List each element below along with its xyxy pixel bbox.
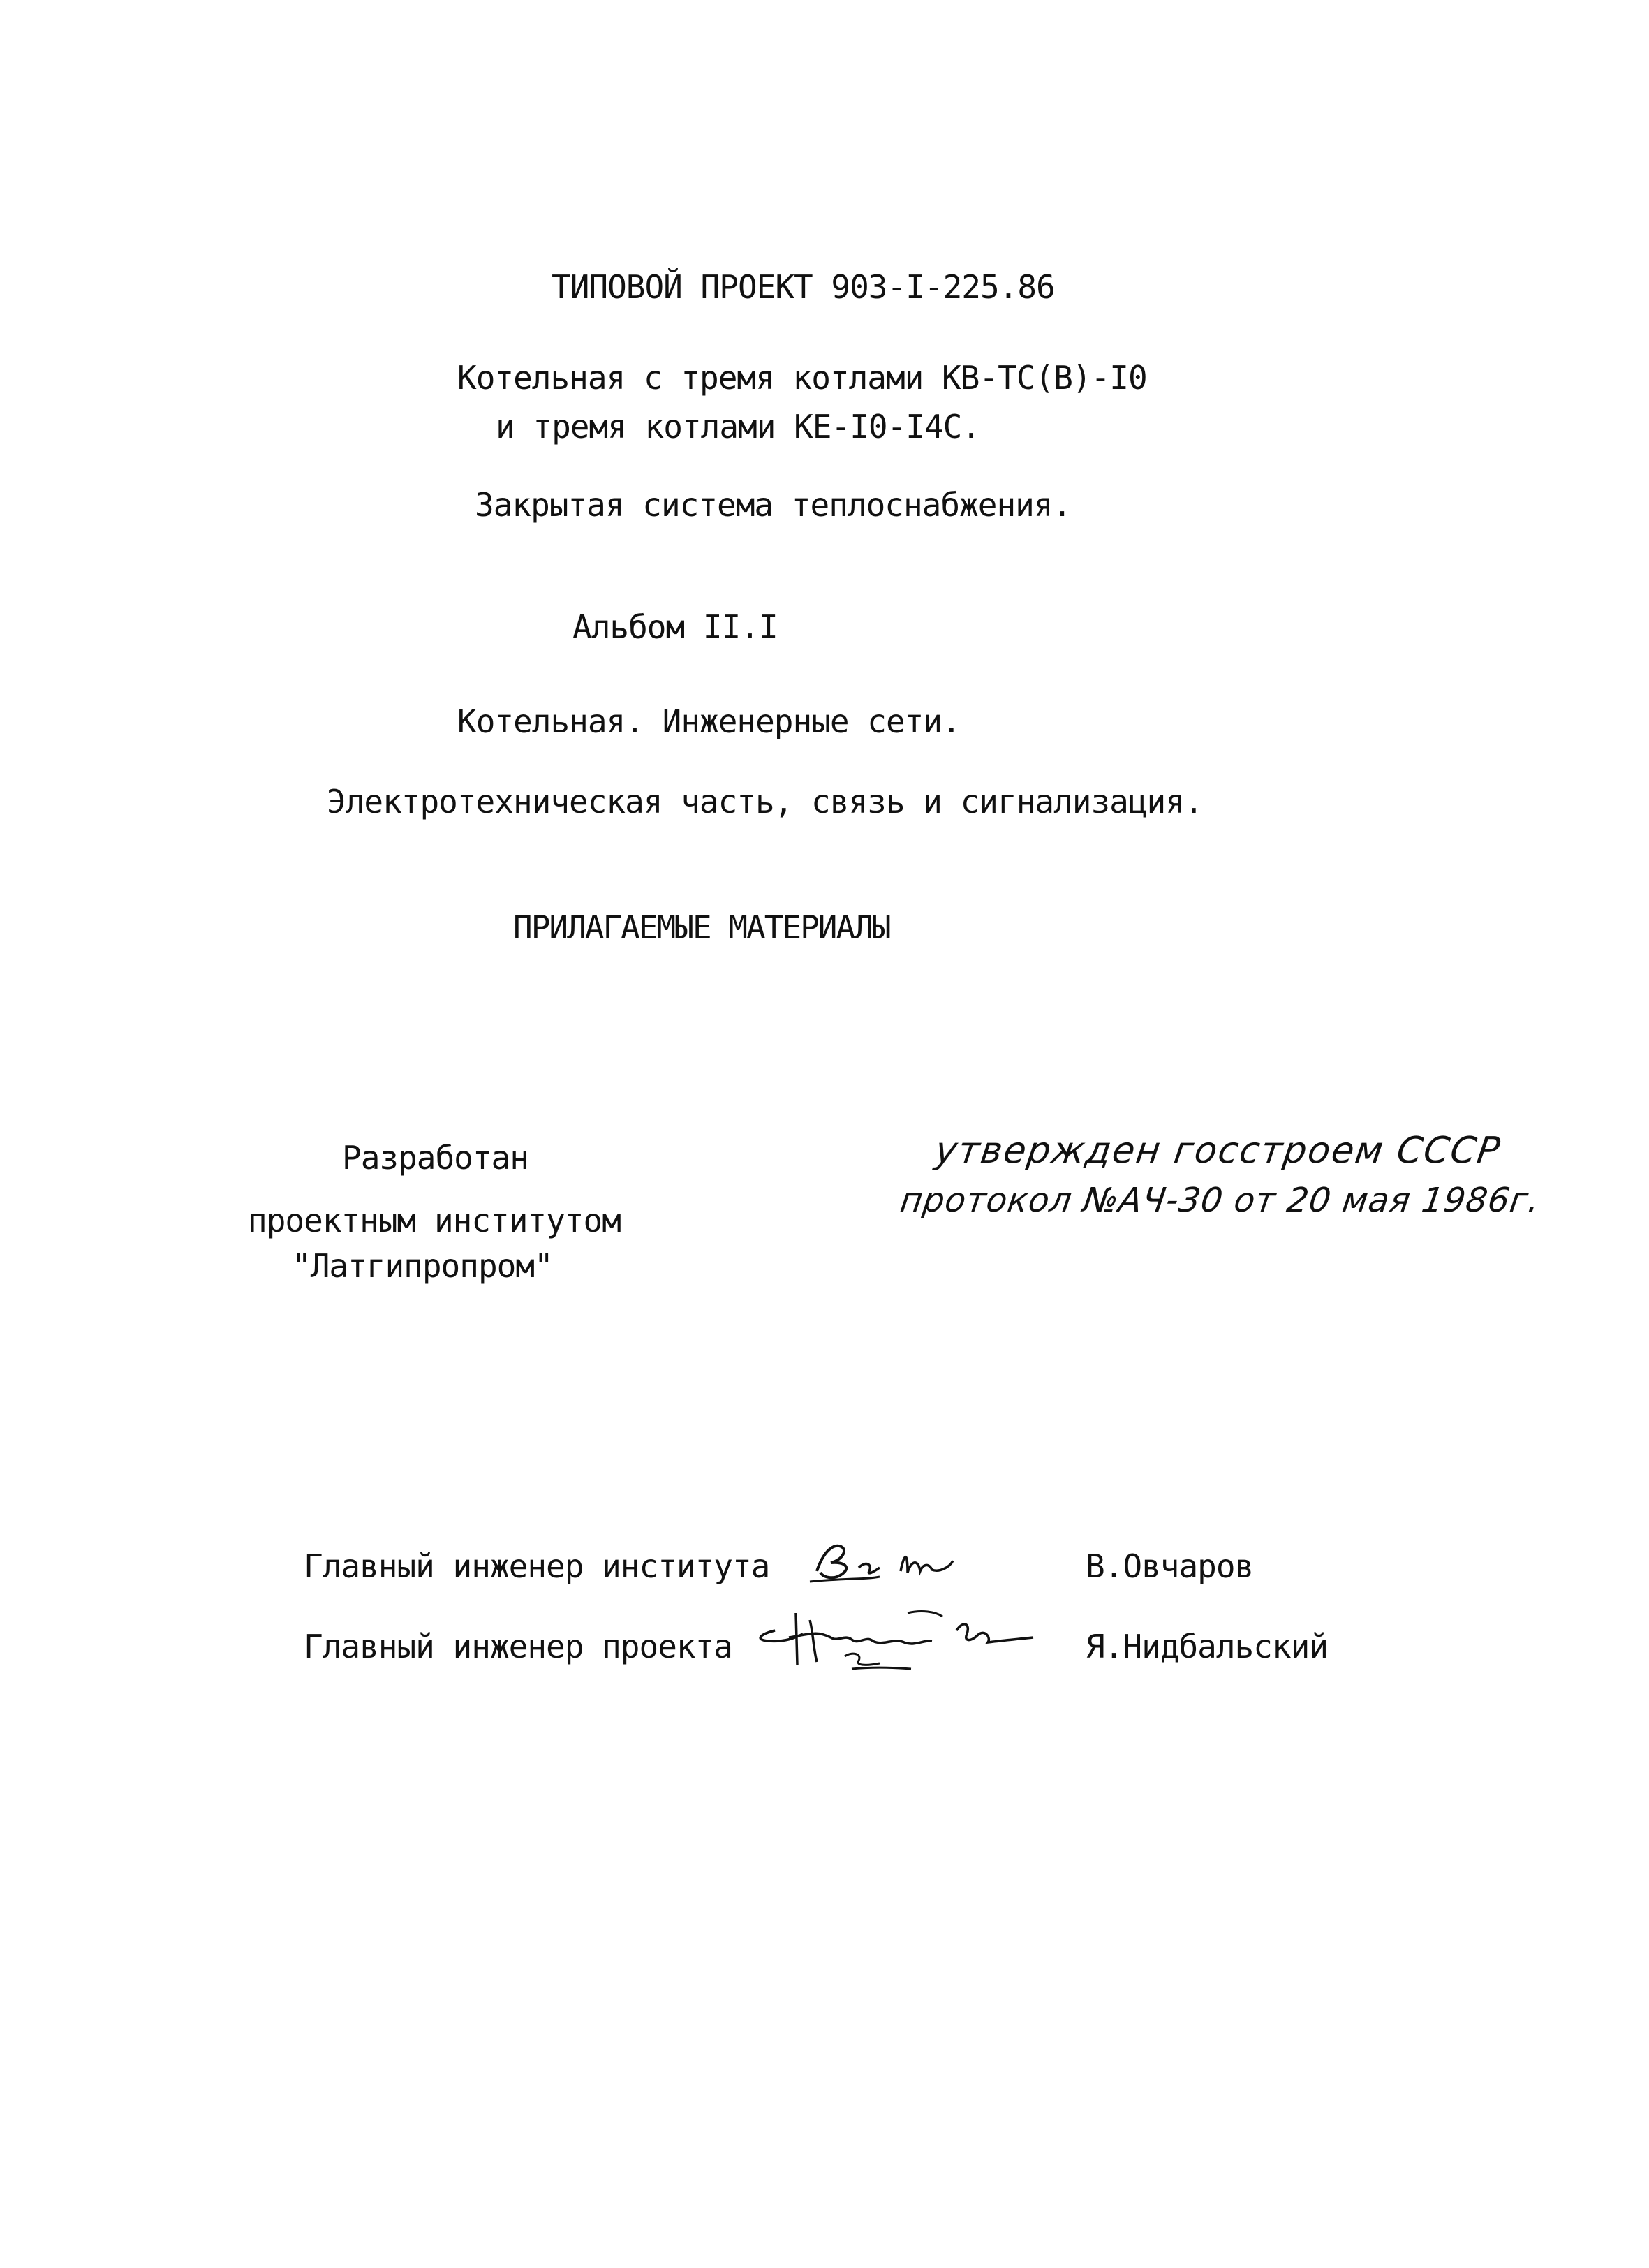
title-line-3: Закрытая система теплоснабжения. — [475, 486, 1072, 524]
signature-role-2: Главный инженер проекта — [304, 1628, 732, 1665]
section-line-1: Котельная. Инженерные сети. — [457, 702, 961, 740]
title-line-1: Котельная с тремя котлами КВ-ТС(В)-I0 — [457, 359, 1147, 397]
signature-name-1: В.Овчаров — [1086, 1547, 1254, 1585]
approval-stamp-line-2: протокол №АЧ-30 от 20 мая 1986г. — [898, 1181, 1543, 1220]
developer-line-3: "Латгипропром" — [292, 1247, 553, 1285]
materials-label: ПРИЛАГАЕМЫЕ МАТЕРИАЛЫ — [513, 908, 890, 946]
approval-stamp-line-1: утвержден госстроем СССР — [932, 1130, 1504, 1172]
signature-name-2: Я.Нидбальский — [1086, 1628, 1329, 1665]
title-line-2: и тремя котлами КЕ-I0-I4С. — [496, 408, 981, 446]
signature-role-1: Главный инженер института — [304, 1547, 770, 1585]
developer-line-2: проектным институтом — [248, 1202, 621, 1239]
album-label: Альбом II.I — [572, 608, 778, 646]
project-number: ТИПОВОЙ ПРОЕКТ 903-I-225.86 — [552, 268, 1055, 306]
signature-ovcharov — [803, 1529, 984, 1592]
developer-line-1: Разработан — [342, 1139, 528, 1177]
section-line-2: Электротехническая часть, связь и сигнализация. — [327, 783, 1203, 820]
signature-nidbalsky — [747, 1599, 1075, 1676]
